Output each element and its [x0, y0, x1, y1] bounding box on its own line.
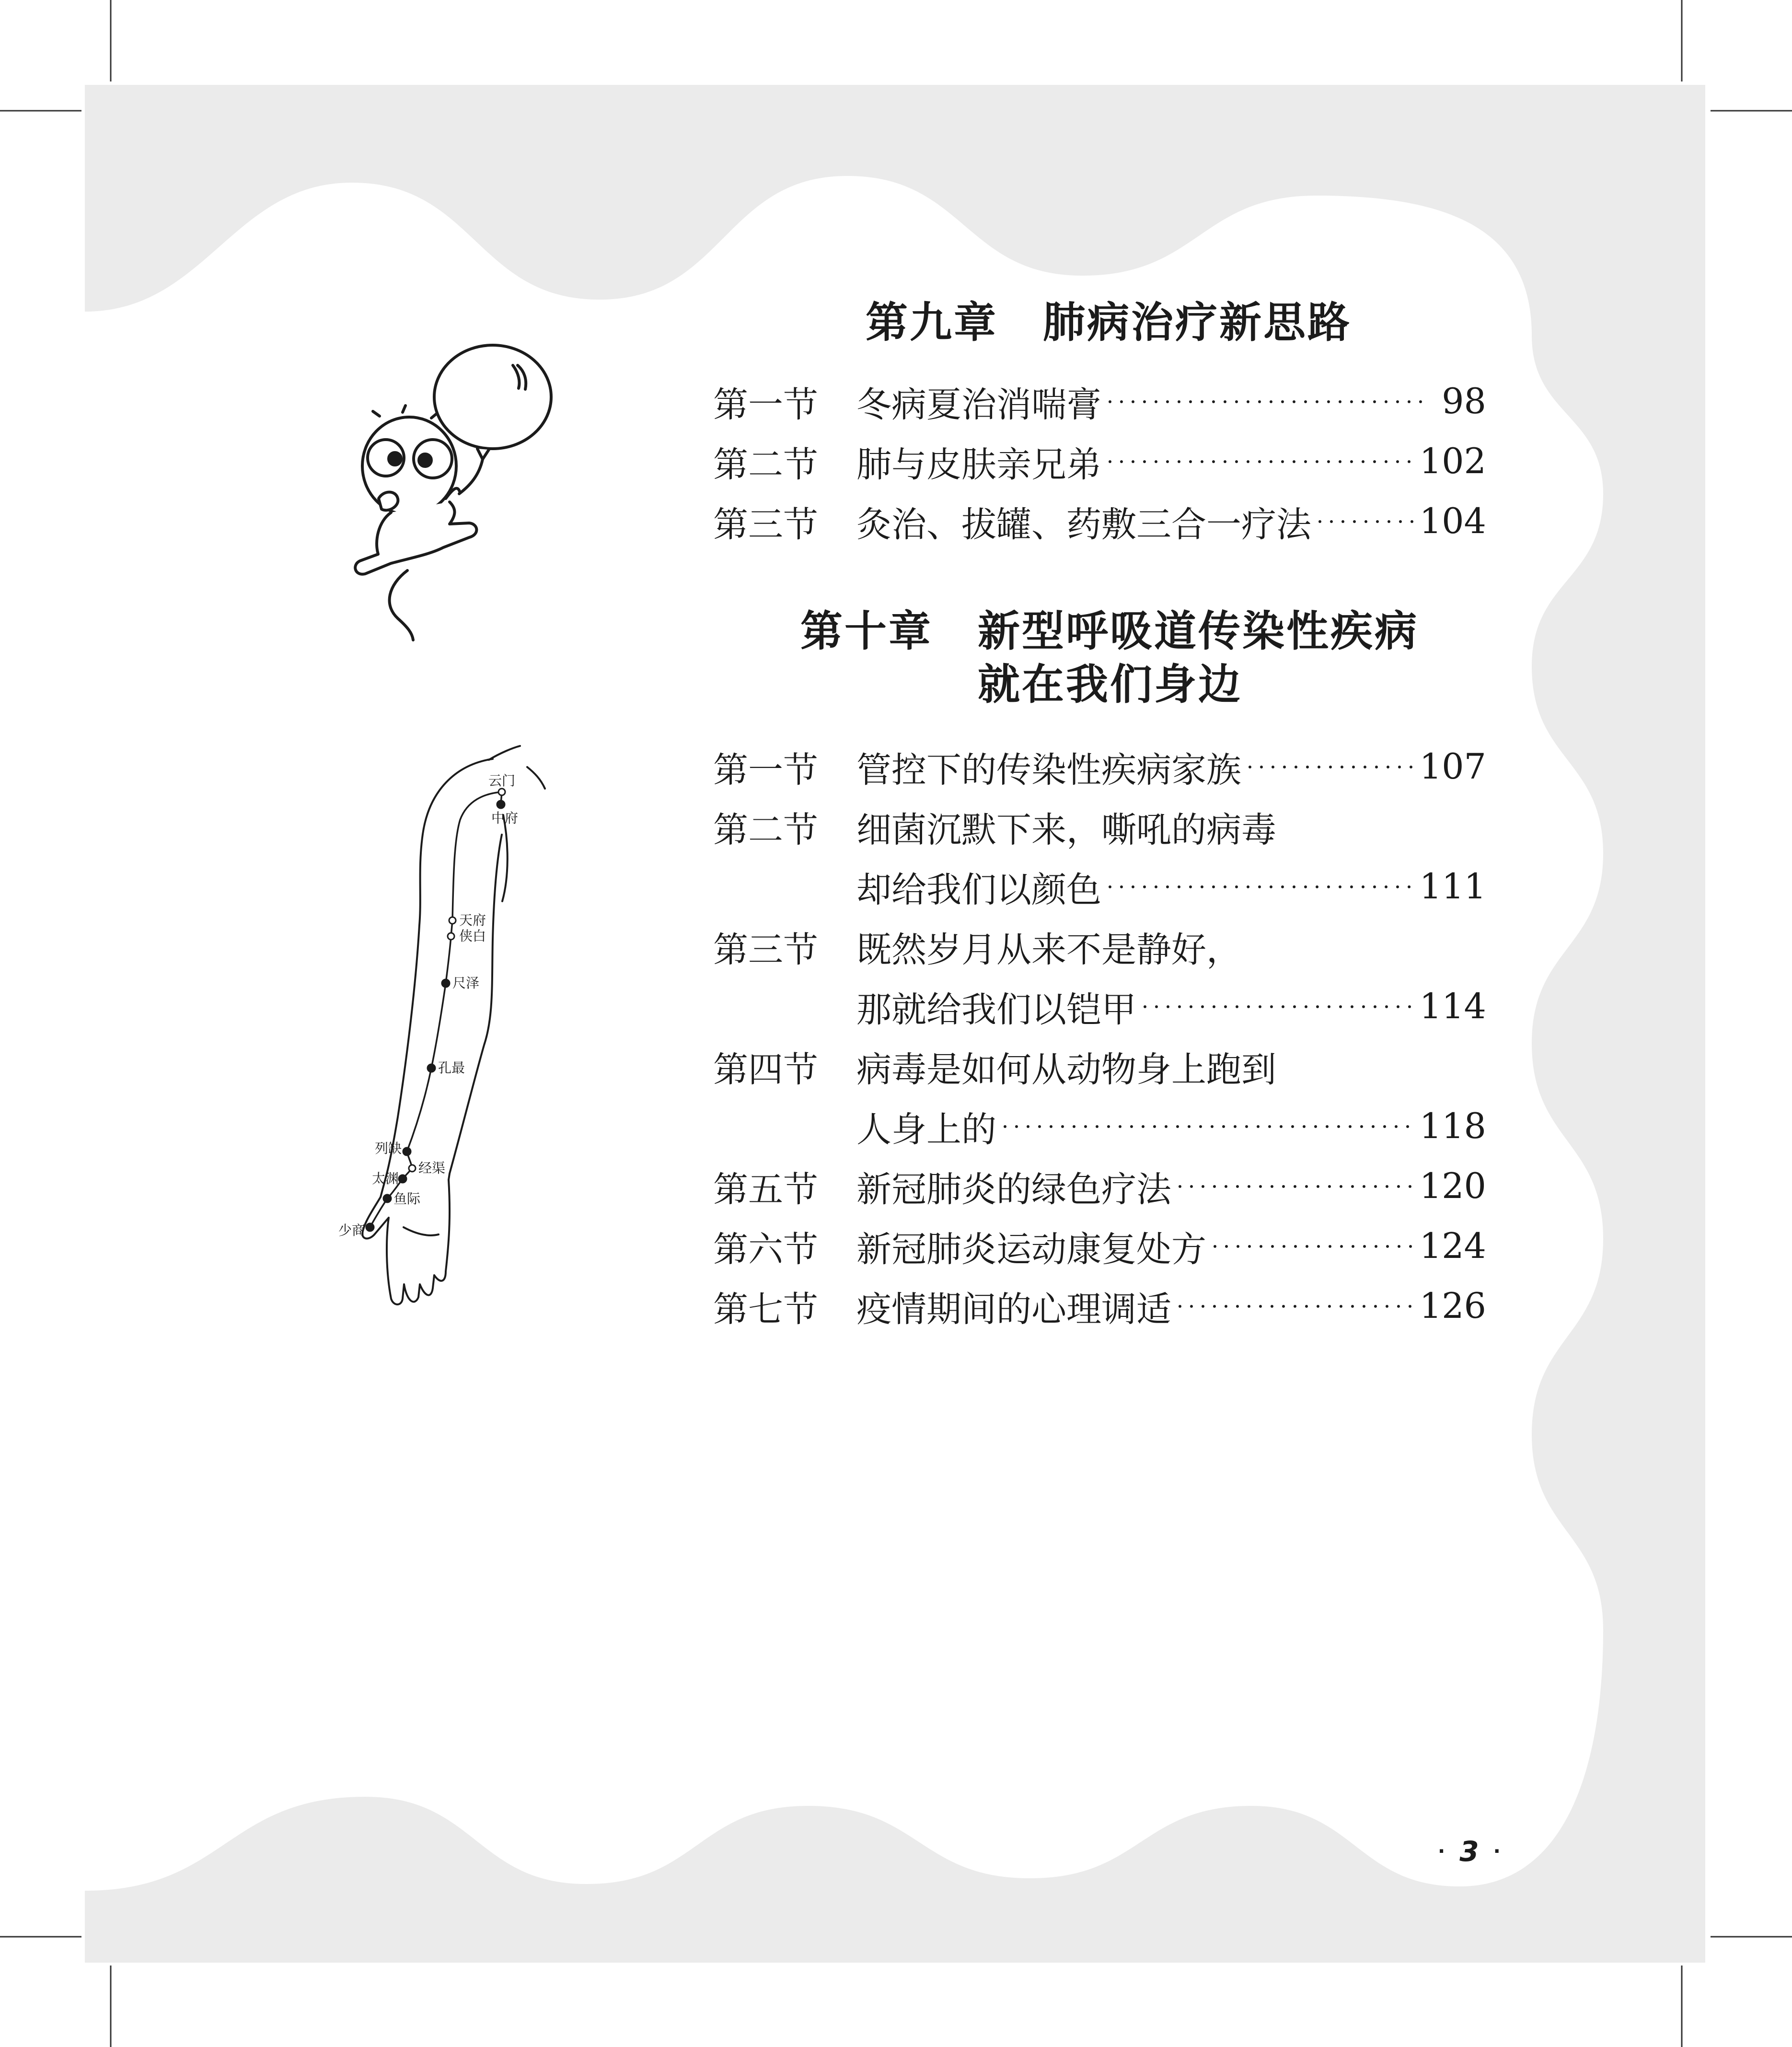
toc-entry: [713, 1036, 1486, 1096]
chapter-9-sections: [713, 372, 1486, 551]
acupoint-label-tianfu: 天府: [459, 912, 486, 928]
chapter-9-heading: [866, 296, 1352, 349]
page-number: 111: [1419, 866, 1486, 907]
toc-entry: [713, 917, 1486, 977]
section-title: 冬病夏治消喘膏: [856, 384, 1101, 425]
chapter-number: 第十章: [800, 606, 933, 656]
leader-dots: [1209, 1241, 1418, 1252]
chapter-10-heading: [800, 605, 1419, 711]
section-label: 第七节: [713, 1289, 818, 1330]
acupoint-label-chize: 尺泽: [452, 975, 480, 991]
page-number: 104: [1419, 501, 1486, 542]
leader-dots: [1139, 1001, 1418, 1012]
section-title-continued: 人身上的: [856, 1109, 996, 1150]
toc-entry: [713, 1156, 1486, 1216]
section-title: 灸治、拔罐、药敷三合一疗法: [856, 504, 1311, 545]
acupoint-label-kongzui: 孔最: [438, 1060, 465, 1076]
page-number: 120: [1419, 1166, 1486, 1207]
leader-dots: [1174, 1301, 1418, 1312]
page-marker-left: ·: [1438, 1840, 1445, 1862]
toc-entry: [713, 431, 1486, 491]
acupoint-marker: [366, 1223, 374, 1231]
section-title: 新冠肺炎运动康复处方: [856, 1229, 1206, 1270]
page-footer: [1438, 1835, 1501, 1868]
page-number: 126: [1419, 1286, 1486, 1326]
acupoint-label-yunmen: 云门: [488, 773, 516, 789]
section-title-continued: 那就给我们以铠甲: [856, 989, 1136, 1030]
chapter-title-line: 肺病治疗新思路: [1043, 298, 1352, 347]
section-label: 第五节: [713, 1169, 818, 1210]
page-marker-right: ·: [1493, 1840, 1501, 1862]
balloon: [434, 345, 551, 449]
leader-dots: [1104, 881, 1413, 893]
leader-dots: [1104, 396, 1427, 407]
chapter-title-line: 新型呼吸道传染性疾病: [978, 606, 1419, 656]
section-title: 既然岁月从来不是静好，: [856, 930, 1241, 970]
chapter-number: 第九章: [866, 298, 998, 347]
toc-entry: [713, 1276, 1486, 1336]
left-pupil: [389, 453, 401, 465]
acupoint-label-shaoshang: 少商: [338, 1222, 365, 1238]
acupoint-label-xiabai: 侠白: [459, 928, 486, 944]
leader-dots: [1314, 516, 1418, 527]
section-title-continued: 却给我们以颜色: [856, 870, 1101, 910]
acupoint-label-zhongfu: 中府: [491, 810, 519, 826]
page-number: 124: [1419, 1226, 1486, 1267]
leader-dots: [1174, 1181, 1418, 1192]
section-title: 新冠肺炎的绿色疗法: [856, 1169, 1171, 1210]
page-number: 114: [1419, 986, 1486, 1027]
page-number: 102: [1419, 441, 1486, 482]
toc-entry-continuation: [713, 1096, 1486, 1156]
page-number: 118: [1419, 1106, 1486, 1147]
section-title: 病毒是如何从动物身上跑到: [856, 1049, 1276, 1090]
leader-dots: [1244, 761, 1418, 773]
section-label: 第三节: [713, 504, 818, 545]
right-pupil: [419, 454, 431, 466]
acupoint-label-taiyuan: 太渊: [371, 1171, 399, 1186]
section-label: 第二节: [713, 810, 818, 850]
section-label: 第二节: [713, 444, 818, 485]
acupoint-marker: [497, 801, 505, 808]
acupoint-marker: [449, 917, 456, 924]
toc-entry-continuation: [713, 977, 1486, 1036]
toc-entry-continuation: [713, 857, 1486, 917]
acupoint-label-jingqu: 经渠: [418, 1160, 446, 1176]
acupoint-marker: [399, 1175, 406, 1183]
chapter-title: [1043, 296, 1352, 349]
toc-entry: [713, 1216, 1486, 1276]
section-label: 第一节: [713, 750, 818, 791]
acupoint-marker: [448, 933, 454, 940]
section-label: 第三节: [713, 930, 818, 970]
section-title: 细菌沉默下来，嘶吼的病毒: [856, 810, 1276, 850]
toc-entry: [713, 372, 1486, 431]
chapter-10-sections: [713, 737, 1486, 1336]
toc-entry: [713, 797, 1486, 857]
section-title: 管控下的传染性疾病家族: [856, 750, 1241, 791]
acupoint-marker: [409, 1165, 416, 1172]
section-label: 第四节: [713, 1049, 818, 1090]
acupoint-marker: [383, 1195, 391, 1202]
acupoint-marker: [403, 1148, 411, 1155]
acupoint-marker: [442, 979, 450, 987]
acupoint-label-lieque: 列缺: [374, 1140, 402, 1156]
chapter-title-line: 就在我们身边: [978, 660, 1243, 709]
section-title: 疫情期间的心理调适: [856, 1289, 1171, 1330]
section-label: 第一节: [713, 384, 818, 425]
page-number: 98: [1442, 381, 1486, 422]
page-number-footer: 3: [1459, 1835, 1479, 1868]
acupoint-marker: [498, 789, 505, 795]
character-hand: [379, 492, 398, 511]
leader-dots: [999, 1121, 1418, 1132]
section-title: 肺与皮肤亲兄弟: [856, 444, 1101, 485]
acupoint-marker: [428, 1064, 435, 1072]
page-number: 107: [1419, 746, 1486, 787]
chapter-title: [978, 605, 1419, 711]
acupoint-label-yuji: 鱼际: [393, 1191, 421, 1207]
section-label: 第六节: [713, 1229, 818, 1270]
toc-entry: [713, 737, 1486, 797]
leader-dots: [1104, 456, 1418, 467]
toc-entry: [713, 491, 1486, 551]
